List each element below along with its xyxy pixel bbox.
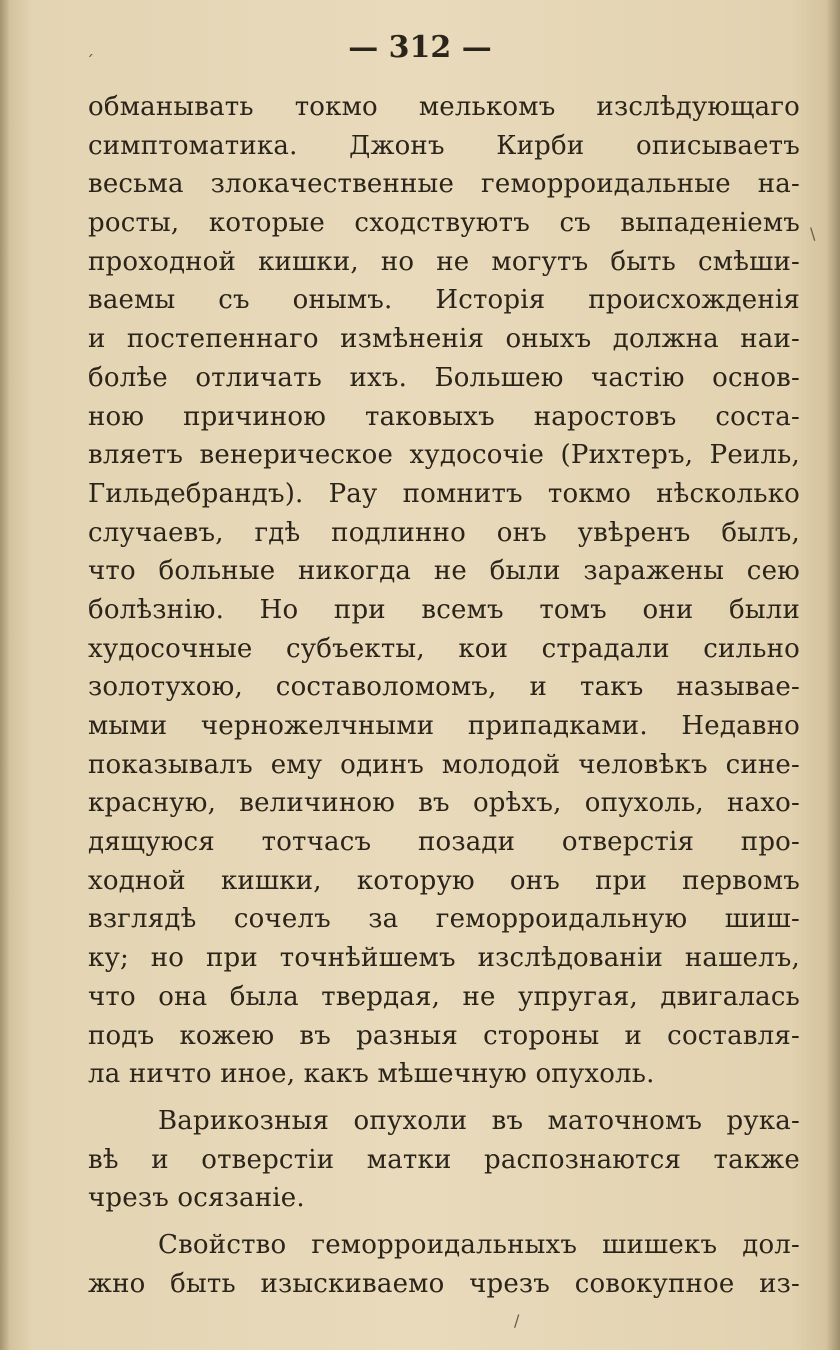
- print-speck: /: [514, 1311, 520, 1330]
- text-line: жно быть изыскиваемо чрезъ совокупное из-: [88, 1268, 800, 1299]
- page-right-shadow: [826, 0, 840, 1350]
- text-line: росты, которые сходствуютъ съ выпаденіемъ: [88, 208, 800, 239]
- page-number-header: — 312 —: [348, 30, 492, 65]
- text-line: весьма злокачественные геморроидальные на-: [88, 169, 800, 200]
- text-line: ваемы съ онымъ. Исторія происхожденія: [88, 285, 800, 316]
- text-line: проходной кишки, но не могутъ быть смѣши-: [88, 246, 800, 277]
- text-line: золотухою, составоломомъ, и такъ называе-: [88, 672, 800, 703]
- text-line: подъ кожею въ разныя стороны и составля-: [88, 1020, 800, 1051]
- text-line: ла ничто иное, какъ мѣшечную опухоль.: [88, 1059, 655, 1090]
- text-line: взглядѣ сочелъ за геморроидальную шиш-: [88, 904, 800, 935]
- text-line: ходной кишки, которую онъ при первомъ: [88, 865, 800, 896]
- text-line: красную, величиною въ орѣхъ, опухоль, нахо-: [88, 788, 800, 819]
- text-line: что она была твердая, не упругая, двигалась: [88, 981, 800, 1012]
- text-line: Свойство геморроидальныхъ шишекъ дол-: [158, 1229, 800, 1260]
- page-text-block: [88, 88, 800, 1303]
- text-line: болѣзнію. Но при всемъ томъ они были: [88, 594, 800, 625]
- text-line: показывалъ ему одинъ молодой человѣкъ сине-: [88, 749, 800, 780]
- text-line: вляетъ венерическое худосочіе (Рихтеръ, Реиль,: [88, 440, 800, 471]
- text-line: Гильдебрандъ). Рау помнитъ токмо нѣсколько: [88, 478, 800, 509]
- paragraph-gap: [88, 1094, 800, 1102]
- text-line: худосочные субъекты, кои страдали сильно: [88, 633, 800, 664]
- print-speck: ˊ: [86, 52, 94, 71]
- text-line: ною причиною таковыхъ наростовъ соста-: [88, 401, 800, 432]
- text-line: дящуюся тотчасъ позади отверстія про-: [88, 827, 800, 858]
- text-line: чрезъ осязаніе.: [88, 1183, 305, 1214]
- text-line: болѣе отличать ихъ. Большею частію основ-: [88, 362, 800, 393]
- text-line: вѣ и отверстіи матки распознаются также: [88, 1144, 800, 1175]
- text-line: что больные никогда не были заражены сею: [88, 556, 800, 587]
- print-speck: \: [810, 224, 816, 243]
- text-line: случаевъ, гдѣ подлинно онъ увѣренъ былъ,: [88, 517, 800, 548]
- text-line: и постепеннаго измѣненія оныхъ должна наи-: [88, 324, 800, 355]
- paragraph-gap: [88, 1218, 800, 1226]
- text-line: Варикозныя опухоли въ маточномъ рука-: [158, 1105, 800, 1136]
- text-line: ку; но при точнѣйшемъ изслѣдованіи нашелъ,: [88, 943, 800, 974]
- text-line: мыми черножелчными припадками. Недавно: [88, 711, 800, 741]
- text-line: симптоматика. Джонъ Кирби описываетъ: [88, 130, 800, 161]
- page-left-shadow: [0, 0, 10, 1350]
- text-line: обманывать токмо мелькомъ изслѣдующаго: [88, 92, 800, 122]
